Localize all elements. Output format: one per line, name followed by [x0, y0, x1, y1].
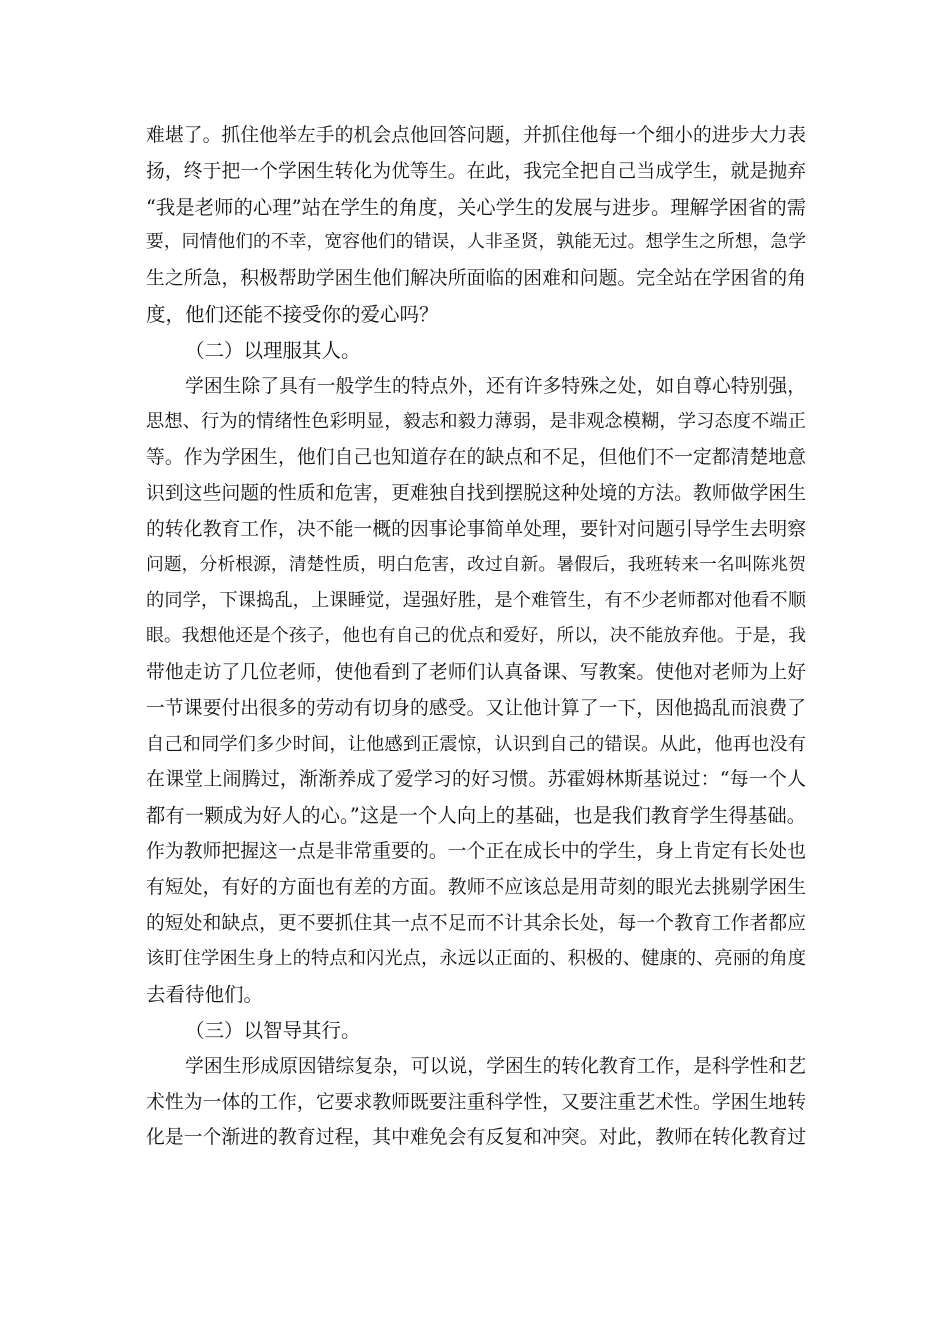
section-heading: （三）以智导其行。: [185, 1018, 361, 1042]
paragraph-line: “我是老师的心理”站在学生的角度，关心学生的发展与进步。理解学困省的需: [146, 195, 806, 219]
paragraph-line: 眼。我想他还是个孩子，他也有自己的优点和爱好，所以，决不能放弃他。于是，我: [146, 626, 806, 647]
paragraph-line: 度，他们还能不接受你的爱心吗？: [146, 302, 439, 326]
paragraph-line: 的转化教育工作，决不能一概的因事论事简单处理，要针对问题引导学生去明察: [146, 518, 806, 540]
paragraph-line: 的短处和缺点，更不要抓住其一点不足而不计其余长处，每一个教育工作者都应: [146, 912, 806, 934]
paragraph-line: 作为教师把握这一点是非常重要的。一个正在成长中的学生，身上肯定有长处也: [146, 840, 806, 862]
paragraph-line: 都有一颗成为好人的心。”这是一个人向上的基础，也是我们教育学生得基础。: [146, 804, 806, 828]
paragraph-line: 学困生除了具有一般学生的特点外，还有许多特殊之处，如自尊心特别强，: [185, 375, 806, 397]
paragraph-line: 自己和同学们多少时间，让他感到正震惊，认识到自己的错误。从此，他再也没有: [146, 733, 806, 755]
paragraph-line: 等。作为学困生，他们自己也知道存在的缺点和不足，但他们不一定都清楚地意: [146, 447, 806, 469]
paragraph-line: 术性为一体的工作，它要求教师既要注重科学性，又要注重艺术性。学困生地转: [146, 1091, 806, 1113]
paragraph-line: 难堪了。抓住他举左手的机会点他回答问题，并抓住他每一个细小的进步大力表: [146, 125, 806, 146]
paragraph-line: 在课堂上闹腾过，渐渐养成了爱学习的好习惯。苏霍姆林斯基说过：“每一个人: [146, 768, 806, 791]
body-text: [146, 118, 806, 1156]
paragraph-line: 问题，分析根源，清楚性质，明白危害，改过自新。暑假后，我班转来一名叫陈兆贺: [146, 554, 806, 575]
paragraph-line: 有短处，有好的方面也有差的方面。教师不应该总是用苛刻的眼光去挑剔学困生: [146, 876, 806, 898]
paragraph-line: 去看待他们。: [146, 983, 264, 1007]
paragraph-line: 识到这些问题的性质和危害，更难独自找到摆脱这种处境的方法。教师做学困生: [146, 482, 806, 504]
paragraph-line: 学困生形成原因错综复杂，可以说，学困生的转化教育工作，是科学性和艺: [185, 1055, 806, 1077]
section-heading: （二）以理服其人。: [185, 338, 361, 362]
paragraph-line: 化是一个渐进的教育过程，其中难免会有反复和冲突。对此，教师在转化教育过: [146, 1127, 806, 1149]
paragraph-line: 带他走访了几位老师，使他看到了老师们认真备课、写教案。使他对老师为上好: [146, 661, 806, 683]
paragraph-line: 一节课要付出很多的劳动有切身的感受。又让他计算了一下，因他捣乱而浪费了: [146, 697, 806, 719]
paragraph-line: 该盯住学困生身上的特点和闪光点，永远以正面的、积极的、健康的、亮丽的角度: [146, 948, 806, 970]
paragraph-line: 要，同情他们的不幸，宽容他们的错误，人非圣贤，孰能无过。想学生之所想，急学: [146, 232, 806, 253]
paragraph-line: 的同学，下课捣乱，上课睡觉，逞强好胜，是个难管生，有不少老师都对他看不顺: [146, 590, 806, 612]
paragraph-line: 思想、行为的情绪性色彩明显，毅志和毅力薄弱，是非观念模糊，学习态度不端正: [146, 411, 806, 433]
paragraph-line: 生之所急，积极帮助学困生他们解决所面临的困难和问题。完全站在学困省的角: [146, 268, 806, 290]
paragraph-line: 扬，终于把一个学困生转化为优等生。在此，我完全把自己当成学生，就是抛弃: [146, 160, 806, 182]
